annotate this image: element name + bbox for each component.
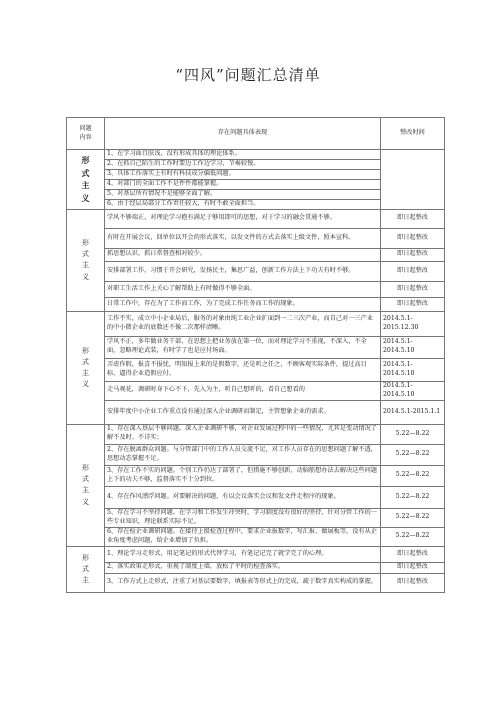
rectify-time-cell: 2014.5.1-2014.5.10 [381,381,445,400]
table-row [67,248,445,261]
table-row [67,424,445,444]
issue-content-cell: 3、存在工作不实的问题。个别工作仍达了部署了，但措施不够创新，动脑筋想办法去解决这些问题上下的功夫不够，监督落实不十分到位。 [105,465,381,486]
table-row [67,527,445,546]
issue-content-cell: 1、存在深入基层不够问题。深入企业调研不够，对企业发展过程中的一些情况，尤其是变动情况了解不及时、不详实； [105,424,381,444]
table-row [67,358,445,381]
category-cell: 形 式 主 义 [67,311,105,424]
table-row [67,261,445,281]
table-header-row [67,118,445,150]
issue-content-cell: 4、对部门的全面工作不是件件都能掌握。 [105,179,381,189]
table-row [67,508,445,527]
category-cell: 形 式 主 义 [67,209,105,311]
header-category: 问题 内容 [67,118,105,150]
rectify-time-cell: 即日起整改 [381,248,445,261]
rectify-time-cell: 2014.5.1-2015.1.1 [381,400,445,424]
rectify-time-cell: 即日起整改 [381,209,445,228]
rectify-time-cell: 2014.5.1-2015.12.30 [381,311,445,336]
table-row [67,486,445,508]
issue-content-cell: 安排部署工作，习惯于开会研究，发扬民主，集思广益，创新工作方法上下功夫有时不够。 [105,261,381,281]
rectify-time-cell: 2014.5.1-2014.5.10 [381,358,445,381]
issues-table-body [67,150,445,593]
issue-content-cell: 2、落实政策走形式，重视了制度上墙，放松了平时的检查落实。 [105,562,381,573]
table-row [67,465,445,486]
table-row [67,297,445,311]
rectify-time-cell: 5.22—8.22 [381,508,445,527]
issue-content-cell: 5、存在学习不坚持问题。在学习和工作发生冲突时，学习制度没有很好的坚持，针对分管工作的一些专业知识，理论联系实际不足。 [105,508,381,527]
rectify-time-cell: 5.22—8.22 [381,486,445,508]
table-row [67,381,445,400]
table-row [67,281,445,297]
issue-content-cell: 3、工作方式上走形式，注重了对基层要数字，填报表等形式上的完成，疏于数字真实构成的掌握。 [105,573,381,592]
category-cell: 形 式 主 [67,546,105,592]
rectify-time-cell: 即日起整改 [381,573,445,592]
table-row [67,562,445,573]
category-cell: 形 式 主 义 [67,150,105,210]
header-time: 整改时间 [381,118,445,150]
rectify-time-cell: 即日起整改 [381,297,445,311]
page-title: “四风”问题汇总清单 [175,66,321,84]
rectify-time-cell: 2014.5.1-2014.5.10 [381,336,445,358]
issue-content-cell: 弄虚作假，报喜不报忧，明知报上来的是假数字，还是听之任之，不顾客观实际条件，提过高目标，逼得企业造假应付。 [105,358,381,381]
table-row [67,336,445,358]
issue-content-cell: 工作不实，成立中小企业局后，服务的对象由纯工业企业扩面到一二三次产业，而自己对一三产业的中小微企业的底数还不像二次那样清晰。 [105,311,381,336]
rectify-time-cell: 即日起整改 [381,546,445,562]
issue-content-cell: 日常工作中，存在为了工作而工作，为了完成工作任务而工作的现象。 [105,297,381,311]
issue-content-cell: 抓思想认识、抓日常督查相对较少。 [105,248,381,261]
table-row [67,573,445,592]
table-row [67,150,445,160]
rectify-time-cell: 即日起整改 [381,562,445,573]
issues-table [66,117,445,593]
rectify-time-cell: 即日起整改 [381,261,445,281]
table-row [67,546,445,562]
table-row [67,228,445,248]
rectify-time-cell: 即日起整改 [381,228,445,248]
rectify-time-cell: 5.22—8.22 [381,444,445,465]
rectify-time-cell: 即日起整改 [381,281,445,297]
rectify-time-cell: 5.22—8.22 [381,424,445,444]
issue-content-cell: 3、具体工作落实上有时有科技成分偏低问题。 [105,169,381,179]
rectify-time-cell: 5.22—8.22 [381,465,445,486]
issue-content-cell: 6、由于经层局部分工作责任较大，有时不敢全面担当。 [105,199,381,209]
rectify-time-cell [381,150,445,210]
issue-content-cell: 走马观花，调研时身下心不下，先入为主，听自己想听的，看自己想看的 [105,381,381,400]
issue-content-cell: 6、存在检企业调研问题。在接待上级检查过程中，要求企业报数字，写汇报、做展板等，没有从企业角度考虑问题，给企业增加了负担。 [105,527,381,546]
header-content: 存在问题具体表现 [105,118,381,150]
category-cell: 形 式 主 义 [67,424,105,546]
rectify-time-cell: 5.22—8.22 [381,527,445,546]
issue-content-cell: 2、在抓自己陷生的工作时要边工作边学习，节奏较慢。 [105,160,381,170]
issue-content-cell: 2、存在脱离群众问题。与分管部门中的工作人员交流不足，对工作人员存在的思想问题了解不透，思想动态掌握不足。 [105,444,381,465]
issue-content-cell: 1、在学习面且肤浅，没有形成具体的理论体系。 [105,150,381,160]
issue-content-cell: 1、理论学习走形式，用记笔记的形式代替学习，有笔记记完了就学完了的心理。 [105,546,381,562]
issue-content-cell: 5、对基层所有情况不是能够全面了解。 [105,189,381,199]
issue-content-cell: 4、存在作风漂浮问题。对要解决的问题，有以会议落实会议和发文件走程序的现象。 [105,486,381,508]
issue-content-cell: 学风不够端正，对理论学习抱有满足于够用即可的思想，对于学习的融会贯通不够。 [105,209,381,228]
table-row [67,444,445,465]
table-row [67,400,445,424]
table-row [67,209,445,228]
issue-content-cell: 对职工生活工作上关心了解帮助上有时做得不够全面。 [105,281,381,297]
issue-content-cell: 学风不正，多年做业务干部，在思想上把业务放在第一位，而对理论学习不重视，不深入，不全面，忽略理论武装，有时学了也是应付场面。 [105,336,381,358]
issue-content-cell: 有时在开展会议，回单位以开会的形式落实，以发文件的方式去落实上级文件，照本宣科。 [105,228,381,248]
table-row [67,311,445,336]
issue-content-cell: 安排年度中小企业工作重点没有通过深入企业调研而制定，主管想象企业的需求。 [105,400,381,424]
